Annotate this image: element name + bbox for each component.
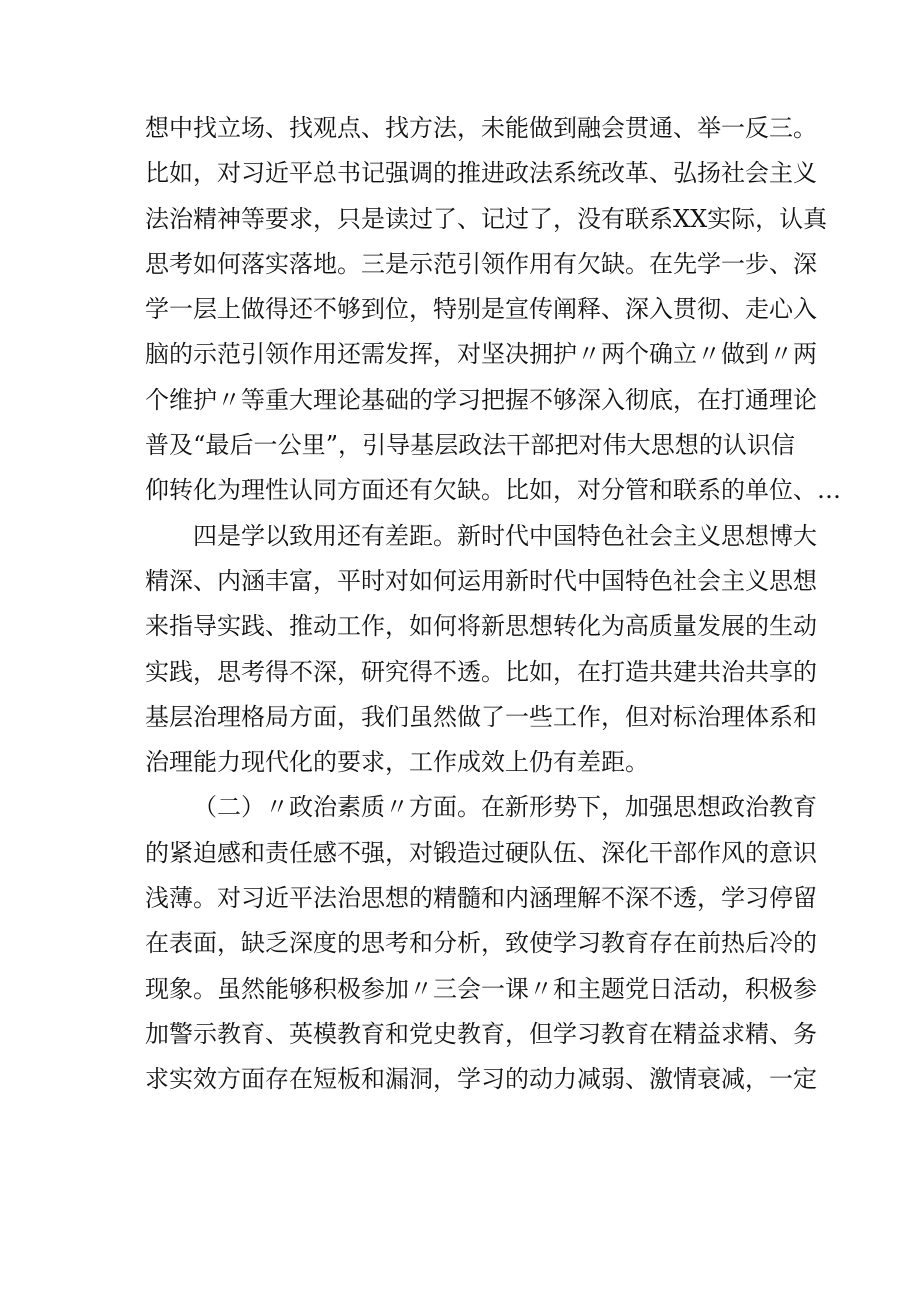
text-line: 实践，思考得不深，研究得不透。比如，在打造共建共治共享的 xyxy=(145,657,817,686)
text-line: 学一层上做得还不够到位，特别是宣传阐释、深入贯彻、走心入 xyxy=(145,295,817,324)
text-line: 脑的示范引领作用还需发挥，对坚决拥护〃两个确立〃做到〃两 xyxy=(145,340,817,369)
text-line: 在表面，缺乏深度的思考和分析，致使学习教育存在前热后冷的 xyxy=(145,929,817,958)
text-line: 比如，对习近平总书记强调的推进政法系统改革、弘扬社会主义 xyxy=(145,159,817,188)
text-line: 的紧迫感和责任感不强，对锻造过硬队伍、深化干部作风的意识 xyxy=(145,838,817,867)
text-line: 求实效方面存在短板和漏洞，学习的动力减弱、激情衰减，一定 xyxy=(145,1065,817,1094)
document-body xyxy=(145,106,841,1103)
text-line: 想中找立场、找观点、找方法，未能做到融会贯通、举一反三。 xyxy=(145,114,817,142)
paragraph-1 xyxy=(145,106,841,514)
text-line: 治理能力现代化的要求，工作成效上仍有差距。 xyxy=(145,748,649,777)
text-line: 精深、内涵丰富，平时对如何运用新时代中国特色社会主义思想 xyxy=(145,566,817,595)
text-line: 基层治理格局方面，我们虽然做了一些工作，但对标治理体系和 xyxy=(145,702,817,731)
text-line: 现象。虽然能够积极参加〃三会一课〃和主题党日活动，积极参 xyxy=(145,974,817,1003)
text-line: 仰转化为理性认同方面还有欠缺。比如，对分管和联系的单位、… xyxy=(145,476,841,505)
text-line: 普及“最后一公里”，引导基层政法干部把对伟大思想的认识信 xyxy=(145,431,795,460)
text-line: 浅薄。对习近平法治思想的精髓和内涵理解不深不透，学习停留 xyxy=(145,884,817,913)
text-line: 法治精神等要求，只是读过了、记过了，没有联系XX实际，认真 xyxy=(145,204,828,233)
text-line: （二）〃政治素质〃方面。在新形势下，加强思想政治教育 xyxy=(193,793,817,822)
text-line: 加警示教育、英模教育和党史教育，但学习教育在精益求精、务 xyxy=(145,1019,817,1048)
text-line: 个维护〃等重大理论基础的学习把握不够深入彻底，在打通理论 xyxy=(145,385,817,414)
text-line: 思考如何落实落地。三是示范引领作用有欠缺。在先学一步、深 xyxy=(145,249,817,278)
paragraph-2 xyxy=(145,514,817,786)
text-line: 来指导实践、推动工作，如何将新思想转化为高质量发展的生动 xyxy=(145,612,817,641)
text-line: 四是学以致用还有差距。新时代中国特色社会主义思想博大 xyxy=(193,521,817,550)
paragraph-3 xyxy=(145,785,817,1102)
